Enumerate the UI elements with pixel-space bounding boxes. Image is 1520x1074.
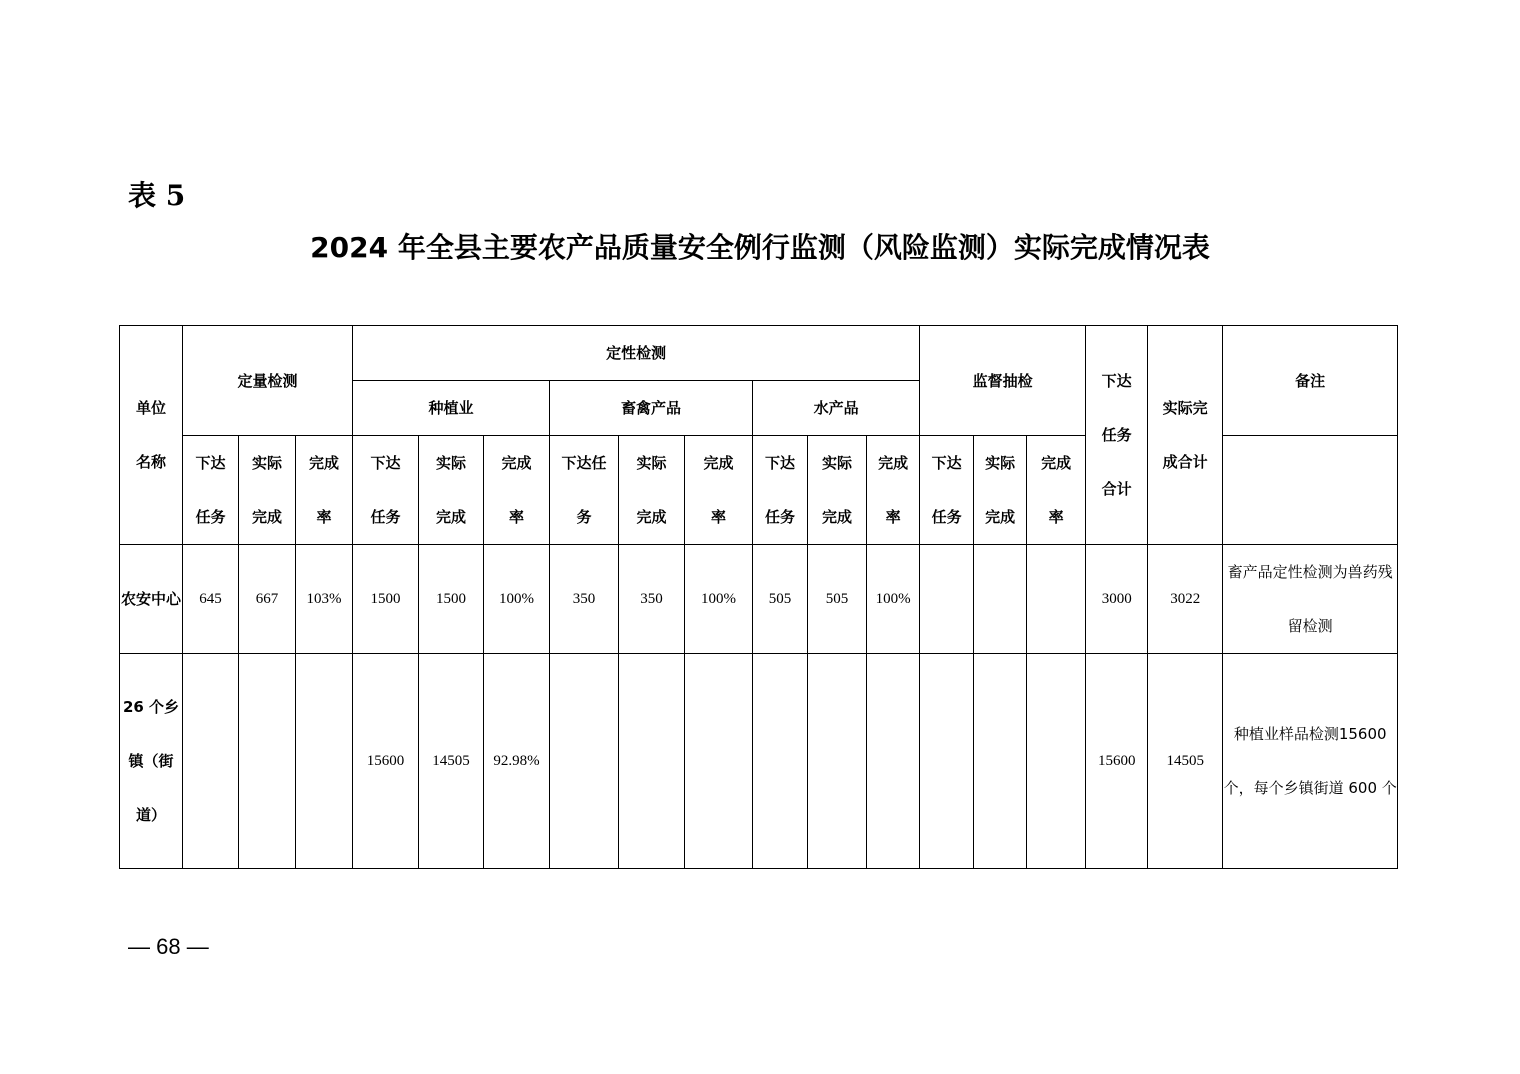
cell-a-rate xyxy=(867,654,920,869)
cell-l-actual: 350 xyxy=(619,545,685,654)
document-title: 2024 年全县主要农产品质量安全例行监测（风险监测）实际完成情况表 xyxy=(310,231,1210,264)
cell-l-rate: 100% xyxy=(685,545,753,654)
header-s-actual: 实际 完成 xyxy=(974,436,1027,545)
header-p-assigned: 下达 任务 xyxy=(353,436,419,545)
header-q-actual: 实际 完成 xyxy=(239,436,296,545)
cell-a-rate: 100% xyxy=(867,545,920,654)
page-number: — 68 — xyxy=(128,934,209,959)
cell-remark: 畜产品定性检测为兽药残留检测 xyxy=(1223,545,1398,654)
header-l-rate: 完成 率 xyxy=(685,436,753,545)
header-quantitative: 定量检测 xyxy=(183,326,353,436)
header-p-rate: 完成 率 xyxy=(484,436,550,545)
cell-s-rate xyxy=(1027,654,1086,869)
row-unit: 26 个乡镇（街道） xyxy=(120,654,183,869)
header-remarks-empty xyxy=(1223,436,1398,545)
header-assigned-total: 下达 任务 合计 xyxy=(1086,326,1148,545)
cell-actual-total: 3022 xyxy=(1148,545,1223,654)
header-aquatic: 水产品 xyxy=(753,381,920,436)
cell-a-actual: 505 xyxy=(808,545,867,654)
header-l-actual: 实际 完成 xyxy=(619,436,685,545)
table-row xyxy=(120,654,1398,869)
header-supervision: 监督抽检 xyxy=(920,326,1086,436)
completion-table xyxy=(119,325,1398,869)
cell-p-assigned: 1500 xyxy=(353,545,419,654)
header-actual-total: 实际完 成合计 xyxy=(1148,326,1223,545)
table-row xyxy=(120,545,1398,654)
cell-p-actual: 14505 xyxy=(419,654,484,869)
cell-assigned-total: 15600 xyxy=(1086,654,1148,869)
header-remarks: 备注 xyxy=(1223,326,1398,436)
cell-a-actual xyxy=(808,654,867,869)
cell-p-rate: 92.98% xyxy=(484,654,550,869)
header-unit-name: 单位 名称 xyxy=(120,326,183,545)
row-unit: 农安中心 xyxy=(120,545,183,654)
header-a-rate: 完成 率 xyxy=(867,436,920,545)
cell-q-rate xyxy=(296,654,353,869)
cell-q-rate: 103% xyxy=(296,545,353,654)
header-a-assigned: 下达 任务 xyxy=(753,436,808,545)
cell-s-assigned xyxy=(920,545,974,654)
cell-p-assigned: 15600 xyxy=(353,654,419,869)
cell-q-actual xyxy=(239,654,296,869)
header-s-rate: 完成 率 xyxy=(1027,436,1086,545)
cell-l-assigned: 350 xyxy=(550,545,619,654)
header-l-assigned: 下达任 务 xyxy=(550,436,619,545)
cell-s-rate xyxy=(1027,545,1086,654)
header-q-assigned: 下达 任务 xyxy=(183,436,239,545)
cell-p-actual: 1500 xyxy=(419,545,484,654)
header-a-actual: 实际 完成 xyxy=(808,436,867,545)
cell-remark: 种植业样品检测15600 个，每个乡镇街道 600 个 xyxy=(1223,654,1398,869)
cell-q-actual: 667 xyxy=(239,545,296,654)
cell-q-assigned xyxy=(183,654,239,869)
header-p-actual: 实际 完成 xyxy=(419,436,484,545)
header-qualitative: 定性检测 xyxy=(353,326,920,381)
table-label: 表 5 xyxy=(128,179,186,212)
header-s-assigned: 下达 任务 xyxy=(920,436,974,545)
cell-assigned-total: 3000 xyxy=(1086,545,1148,654)
cell-l-rate xyxy=(685,654,753,869)
cell-s-assigned xyxy=(920,654,974,869)
header-livestock: 畜禽产品 xyxy=(550,381,753,436)
cell-p-rate: 100% xyxy=(484,545,550,654)
cell-s-actual xyxy=(974,545,1027,654)
cell-actual-total: 14505 xyxy=(1148,654,1223,869)
cell-a-assigned: 505 xyxy=(753,545,808,654)
cell-l-assigned xyxy=(550,654,619,869)
cell-l-actual xyxy=(619,654,685,869)
cell-a-assigned xyxy=(753,654,808,869)
header-q-rate: 完成 率 xyxy=(296,436,353,545)
cell-q-assigned: 645 xyxy=(183,545,239,654)
header-planting: 种植业 xyxy=(353,381,550,436)
cell-s-actual xyxy=(974,654,1027,869)
